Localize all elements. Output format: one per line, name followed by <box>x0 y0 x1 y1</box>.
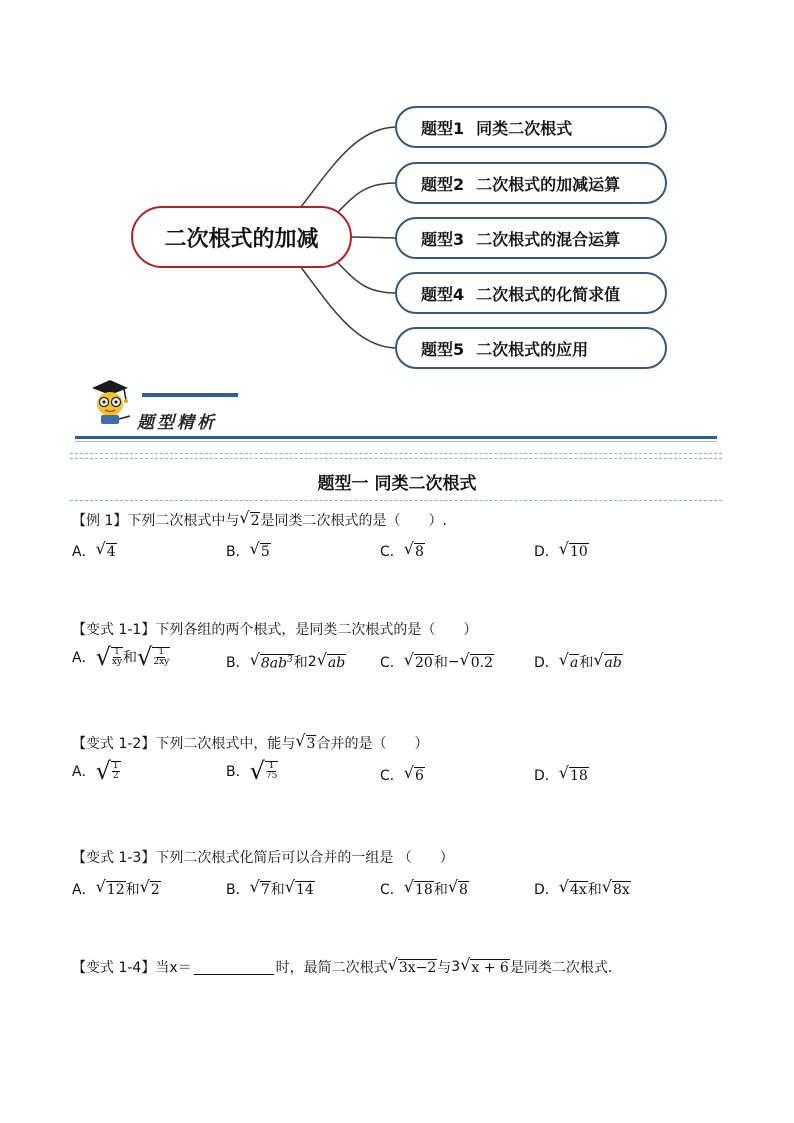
option-d[interactable]: D． √ 18 <box>534 763 588 785</box>
topic-text: 二次根式的应用 <box>476 339 589 359</box>
topic-num: 题型5 <box>421 339 465 359</box>
question-tag: 【例 1】 <box>72 513 128 529</box>
mascot-icon <box>86 378 138 428</box>
question-text-pre: 下列二次根式中，能与 <box>155 736 296 752</box>
question-tag: 【变式 1-3】 <box>72 850 156 866</box>
topic-text: 二次根式的混合运算 <box>476 229 621 249</box>
topic-node-5 <box>395 327 667 369</box>
topic-text: 二次根式的化简求值 <box>476 284 621 304</box>
option-d[interactable]: D． √ 10 <box>534 539 588 561</box>
topic-num: 题型1 <box>421 118 465 138</box>
topic-num: 题型3 <box>421 229 465 249</box>
topic-text: 二次根式的加减运算 <box>476 174 621 194</box>
topic-node-2 <box>395 162 667 204</box>
variant-1-2-question <box>72 733 428 753</box>
topic-node-3 <box>395 217 667 259</box>
option-b[interactable]: B． √ $8ab^3$ 和 2 √ ab <box>226 650 346 672</box>
option-c[interactable]: C． √ 6 <box>380 763 424 785</box>
connector-2 <box>338 183 396 212</box>
option-a[interactable]: A． √ 12 和 √ 2 <box>72 877 160 899</box>
option-c[interactable]: C． √ 8 <box>380 539 424 561</box>
question-tag: 【变式 1-2】 <box>72 736 156 752</box>
topic-num: 题型2 <box>421 174 465 194</box>
option-c[interactable]: C． √ 20 和 − √ 0.2 <box>380 650 494 672</box>
radical: √ 3 <box>295 731 316 753</box>
question-text-pre: 当x＝ <box>155 960 192 976</box>
topic-text: 同类二次根式 <box>476 118 573 138</box>
option-d[interactable]: D． √ a 和 √ ab <box>534 650 622 672</box>
divider-top <box>70 453 722 454</box>
question-text-post: 是同类二次根式的是（ ）. <box>260 513 447 529</box>
divider-bottom <box>70 500 722 501</box>
option-a[interactable]: A． √ 4 <box>72 539 116 561</box>
variant-1-4-question: 【变式 1-4】 当x＝ 时，最简二次根式 √ 3x−2 与 3 √ x + 6 是同类二次根式． <box>72 955 622 977</box>
option-b[interactable]: B． √ $\frac{1}{75}$ <box>226 757 278 785</box>
connector-1 <box>300 127 396 208</box>
question-text: 下列二次根式化简后可以合并的一组是 （ ） <box>155 850 454 866</box>
band-top-bar <box>142 393 238 397</box>
band-bottom-line <box>75 436 717 439</box>
topic-node-1 <box>395 106 667 148</box>
option-a[interactable]: A． √ $\frac{1}{2}$ <box>72 757 119 785</box>
question-text-mid: 时，最简二次根式 <box>275 960 388 976</box>
band-title: 题型精析 <box>137 413 217 433</box>
question-text-post: 是同类二次根式． <box>509 960 622 976</box>
topic-node-4 <box>395 272 667 314</box>
option-d[interactable]: D． √ 4x 和 √ 8x <box>534 877 630 899</box>
section-title: 题型一 同类二次根式 <box>317 474 477 494</box>
radical: √ 2 <box>239 508 260 530</box>
question-text-post: 合并的是（ ） <box>316 736 429 752</box>
connector-4 <box>338 263 396 293</box>
topic-num: 题型4 <box>421 284 465 304</box>
option-a[interactable]: A． √ $\frac{1}{xy}$ 和 √ $\frac{1}{2xy}$ <box>72 643 170 671</box>
question-tag: 【变式 1-1】 <box>72 622 156 638</box>
variant-1-3-question <box>72 847 454 867</box>
question-text: 下列各组的两个根式，是同类二次根式的是（ ） <box>155 622 478 638</box>
option-c[interactable]: C． √ 18 和 √ 8 <box>380 877 468 899</box>
connector-3 <box>352 237 396 238</box>
example1-question <box>72 510 447 530</box>
option-b[interactable]: B． √ 5 <box>226 539 270 561</box>
radical: √ 3x−2 <box>387 955 437 977</box>
divider-top-2 <box>70 458 722 459</box>
question-tag: 【变式 1-4】 <box>72 960 156 976</box>
answer-blank[interactable] <box>194 960 274 975</box>
mindmap-center-node: 二次根式的加减 <box>131 206 352 268</box>
radical: √ x + 6 <box>460 955 509 977</box>
option-b[interactable]: B． √ 7 和 √ 14 <box>226 877 314 899</box>
connector-5 <box>300 266 396 348</box>
band-bottom-line-thin <box>75 441 717 442</box>
question-text-pre: 下列二次根式中与 <box>127 513 240 529</box>
variant-1-1-question <box>72 619 477 639</box>
